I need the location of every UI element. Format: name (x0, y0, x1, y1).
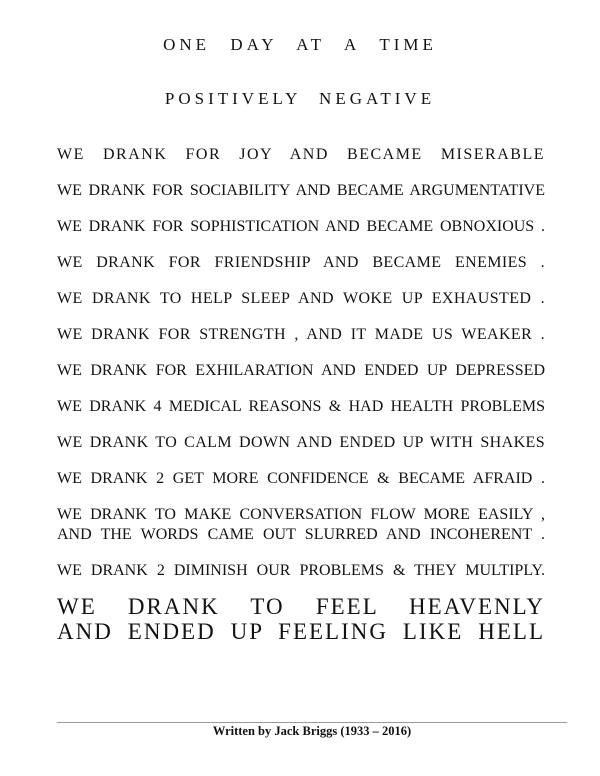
poem-line: WE DRANK FOR STRENGTH , AND IT MADE US WEAKER . (57, 326, 545, 343)
stanza (57, 253, 545, 273)
stanza (57, 361, 545, 381)
poem-line: WE DRANK FOR JOY AND BECAME MISERABLE (57, 146, 545, 163)
stanza (57, 217, 545, 237)
poem-line: AND THE WORDS CAME OUT SLURRED AND INCOHERENT . (57, 526, 545, 543)
closing-line: AND ENDED UP FEELING LIKE HELL (57, 619, 545, 644)
poem-line: WE DRANK FOR FRIENDSHIP AND BECAME ENEMIES . (57, 254, 545, 271)
stanza (57, 561, 545, 581)
credit-line: Written by Jack Briggs (1933 – 2016) (212, 724, 412, 738)
poem-line: WE DRANK 2 GET MORE CONFIDENCE & BECAME AFRAID . (57, 470, 545, 487)
poem-line: WE DRANK FOR SOCIABILITY AND BECAME ARGUMENTATIVE (57, 182, 545, 199)
poem-line: WE DRANK 2 DIMINISH OUR PROBLEMS & THEY MULTIPLY. (57, 562, 545, 579)
stanza (57, 469, 545, 489)
stanza (57, 325, 545, 345)
poem-line: WE DRANK FOR SOPHISTICATION AND BECAME OBNOXIOUS . (57, 218, 545, 235)
footer (57, 722, 567, 739)
page-title: ONE DAY AT A TIME (163, 35, 437, 54)
poem-line: WE DRANK FOR EXHILARATION AND ENDED UP DEPRESSED (57, 362, 545, 379)
poem-line: WE DRANK TO CALM DOWN AND ENDED UP WITH SHAKES (57, 434, 545, 451)
stanza (57, 181, 545, 201)
poem-body (57, 145, 545, 597)
poem-line: WE DRANK TO HELP SLEEP AND WOKE UP EXHAUSTED . (57, 290, 545, 307)
stanza (57, 397, 545, 417)
stanza (57, 145, 545, 165)
stanza (57, 289, 545, 309)
stanza (57, 505, 545, 545)
poem-line: WE DRANK 4 MEDICAL REASONS & HAD HEALTH PROBLEMS (57, 398, 545, 415)
closing-couplet (57, 594, 545, 644)
stanza (57, 433, 545, 453)
page-subtitle: POSITIVELY NEGATIVE (164, 89, 436, 108)
poem-line: WE DRANK TO MAKE CONVERSATION FLOW MORE EASILY , (57, 506, 545, 523)
closing-line: WE DRANK TO FEEL HEAVENLY (57, 594, 545, 619)
